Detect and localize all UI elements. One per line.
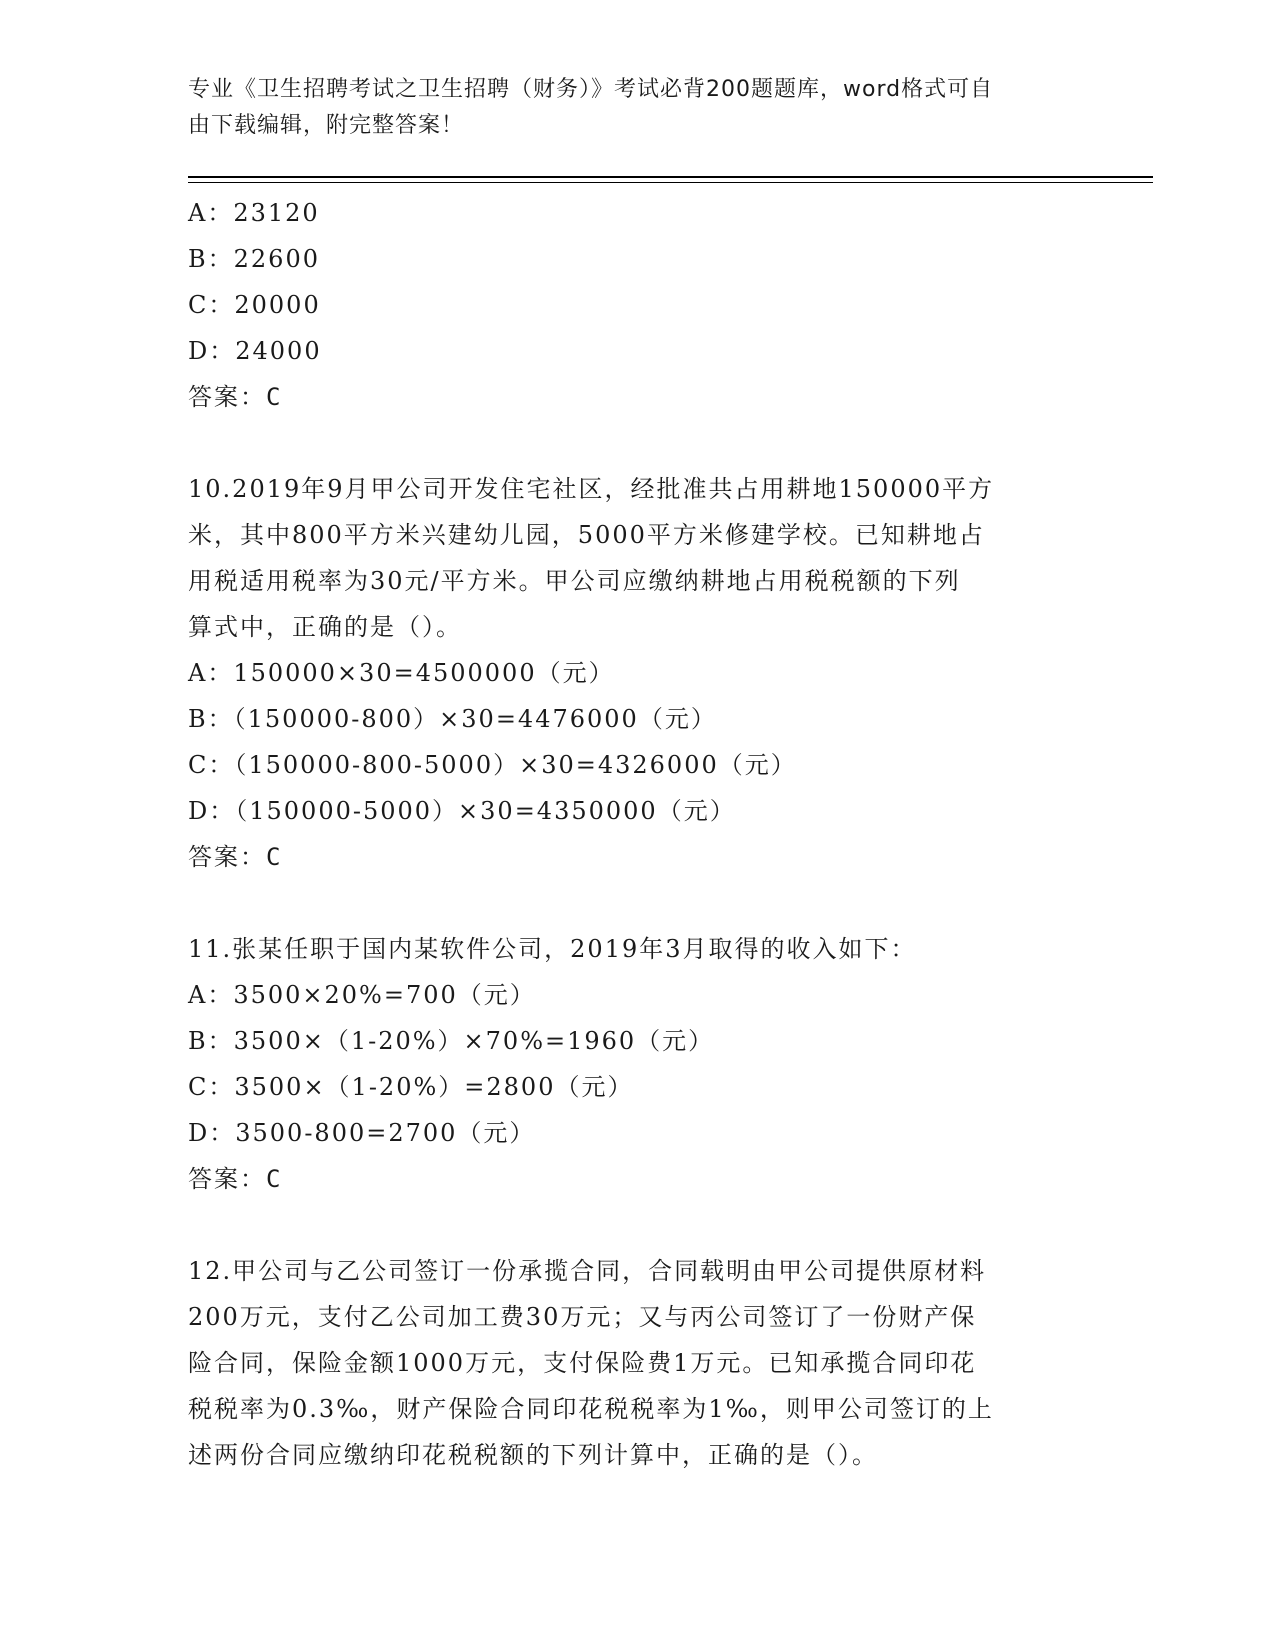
answer-value: C	[266, 843, 283, 871]
option-b: B：3500×（1-20%）×70%=1960（元）	[188, 1027, 715, 1055]
question-text-line: 200万元，支付乙公司加工费30万元；又与丙公司签订了一份财产保	[188, 1303, 977, 1331]
option-b: B：（150000-800）×30=4476000（元）	[188, 705, 717, 733]
answer-label: 答案：	[188, 1165, 266, 1193]
question-text-line: 算式中，正确的是（）。	[188, 613, 462, 641]
question-text	[188, 926, 1088, 972]
question-text-line: 11.张某任职于国内某软件公司，2019年3月取得的收入如下：	[188, 935, 917, 963]
answer-label: 答案：	[188, 843, 266, 871]
document-header	[188, 72, 1068, 144]
option-c: C：（150000-800-5000）×30=4326000（元）	[188, 751, 797, 779]
option-c: C：20000	[188, 291, 321, 319]
question-text-line: 12.甲公司与乙公司签订一份承揽合同，合同载明由甲公司提供原材料	[188, 1257, 987, 1285]
option-a: A：23120	[188, 199, 320, 227]
option-d: D：3500-800=2700（元）	[188, 1119, 536, 1147]
answer-value: C	[266, 1165, 283, 1193]
question-text-line: 税税率为0.3‰，财产保险合同印花税税率为1‰，则甲公司签订的上	[188, 1395, 994, 1423]
question-9	[188, 190, 1088, 420]
option-a: A：3500×20%=700（元）	[188, 981, 536, 1009]
option-b: B：22600	[188, 245, 320, 273]
question-11	[188, 926, 1088, 1202]
question-text-line: 用税适用税率为30元/平方米。甲公司应缴纳耕地占用税税额的下列	[188, 567, 961, 595]
question-text-line: 10.2019年9月甲公司开发住宅社区，经批准共占用耕地150000平方	[188, 475, 995, 503]
header-line-1: 专业《卫生招聘考试之卫生招聘（财务）》考试必背200题题库，word格式可自	[188, 77, 994, 102]
option-c: C：3500×（1-20%）=2800（元）	[188, 1073, 634, 1101]
option-a: A：150000×30=4500000（元）	[188, 659, 615, 687]
answer-line	[188, 374, 1088, 420]
answer-line	[188, 1156, 1088, 1202]
question-text	[188, 466, 1088, 650]
question-12	[188, 1248, 1088, 1478]
header-rule-thick	[188, 176, 1153, 178]
option-d: D：（150000-5000）×30=4350000（元）	[188, 797, 736, 825]
answer-value: C	[266, 383, 283, 411]
answer-line	[188, 834, 1088, 880]
answer-label: 答案：	[188, 383, 266, 411]
header-line-2: 由下载编辑，附完整答案！	[188, 113, 465, 138]
question-text-line: 险合同，保险金额1000万元，支付保险费1万元。已知承揽合同印花	[188, 1349, 977, 1377]
option-d: D：24000	[188, 337, 322, 365]
question-10	[188, 466, 1088, 880]
question-text-line: 米，其中800平方米兴建幼儿园，5000平方米修建学校。已知耕地占	[188, 521, 985, 549]
document-body	[188, 190, 1088, 1478]
question-text-line: 述两份合同应缴纳印花税税额的下列计算中，正确的是（）。	[188, 1441, 878, 1469]
header-rule-thin	[188, 182, 1153, 183]
question-text	[188, 1248, 1088, 1478]
